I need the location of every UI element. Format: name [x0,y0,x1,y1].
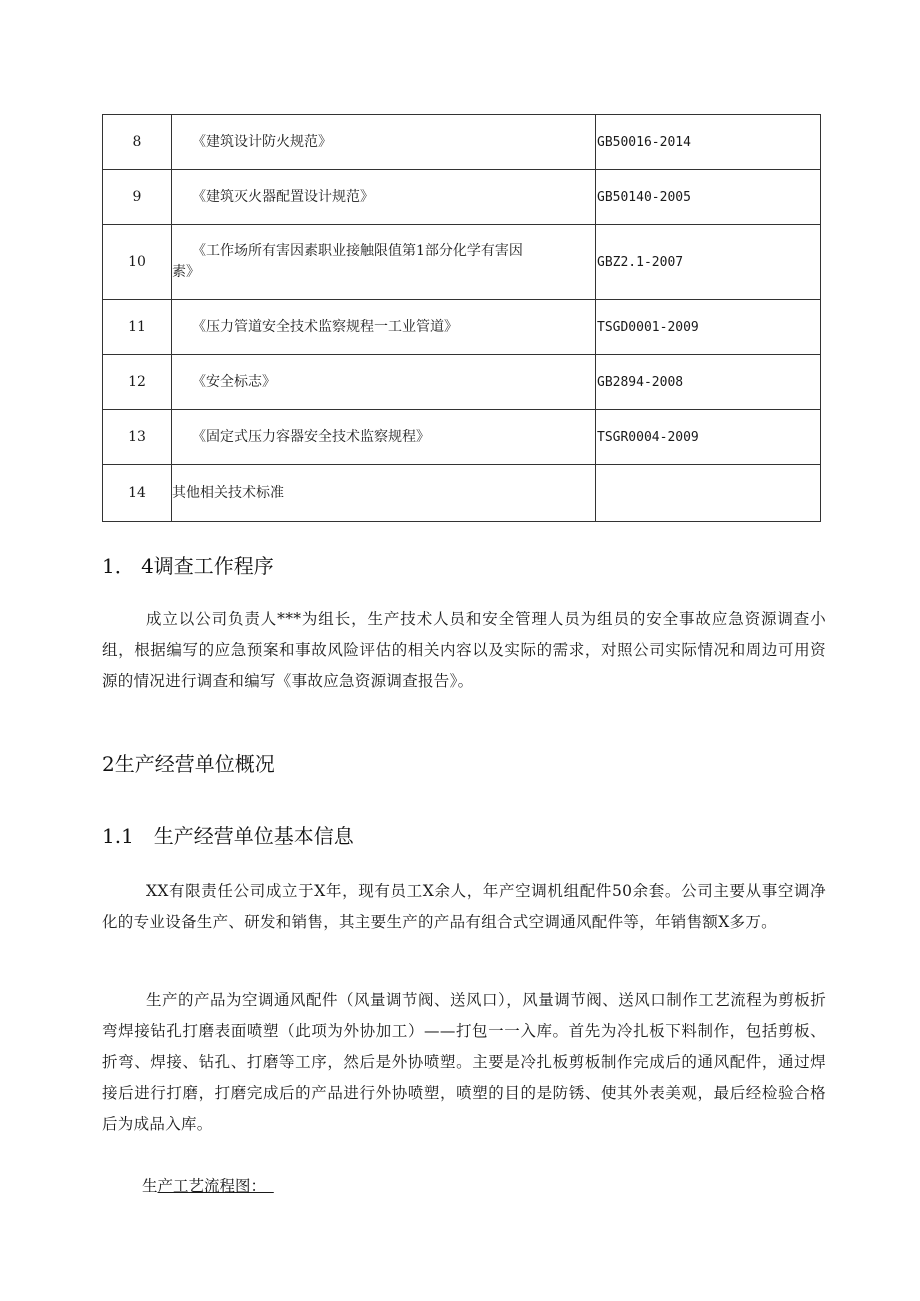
standard-title: 其他相关技术标准 [172,465,596,522]
table-row [103,410,821,465]
standard-code: GBZ2.1-2007 [596,225,821,300]
row-number: 10 [103,225,172,300]
row-number: 14 [103,465,172,522]
table-row [103,465,821,522]
section-heading-2: 2生产经营单位概况 [102,752,275,776]
standard-code [596,465,821,522]
standards-table [102,114,821,522]
flow-chart-label [142,1174,274,1196]
standard-title [172,115,596,170]
row-number: 13 [103,410,172,465]
table-row [103,115,821,170]
standard-title [172,170,596,225]
standard-title-line-1: 《工作场所有害因素职业接触限值第1部分化学有害因 [192,243,523,259]
standard-title-line-2: 素》 [172,264,200,280]
flow-label-underlined: 产工艺流程图： [157,1177,274,1195]
section-heading-1-4: 1． 4调查工作程序 [102,554,274,578]
company-info-paragraph: XX有限责任公司成立于X年，现有员工X余人，年产空调机组配件50余套。公司主要从事空调净化的专业设备生产、研发和销售，其主要生产的产品有组合式空调通风配件等，年销售额X多万。 [102,882,826,931]
table-row [103,225,821,300]
standard-title-text: 《安全标志》 [192,373,276,390]
standard-title [172,300,596,355]
row-number: 11 [103,300,172,355]
process-paragraph: 生产的产品为空调通风配件（风量调节阀、送风口），风量调节阀、送风口制作工艺流程为剪板折弯焊接钻孔打磨表面喷塑（此项为外协加工）——打包一一入库。首先为冷扎板下料制作，包括剪板、折弯、焊接、钻孔、打磨等工序，然后是外协喷塑。主要是冷扎板剪板制作完成后的通风配件，通过焊接后进行打磨，打磨完成后的产品进行外协喷塑，喷塑的目的是防锈、使其外表美观，最后经检验合格后为成品入库。 [102,991,826,1133]
standard-title-text: 《建筑设计防火规范》 [192,133,332,150]
table-row [103,355,821,410]
standard-code: TSGR0004-2009 [596,410,821,465]
standard-title-text: 《建筑灭火器配置设计规范》 [192,188,374,205]
standard-code: GB50016-2014 [596,115,821,170]
section-1-4-paragraph: 成立以公司负责人***为组长，生产技术人员和安全管理人员为组员的安全事故应急资源调查小组，根据编写的应急预案和事故风险评估的相关内容以及实际的需求，对照公司实际情况和周边可用资源的情况进行调查和编写《事故应急资源调查报告》。 [102,610,826,690]
row-number: 12 [103,355,172,410]
standard-title [172,355,596,410]
standard-code: GB50140-2005 [596,170,821,225]
standard-code: TSGD0001-2009 [596,300,821,355]
section-heading-2-1: 1.1 生产经营单位基本信息 [102,824,354,848]
row-number: 9 [103,170,172,225]
row-number: 8 [103,115,172,170]
standard-title-text: 《固定式压力容器安全技术监察规程》 [192,428,430,445]
table-row [103,300,821,355]
flow-label-plain: 生 [142,1177,158,1195]
standard-title [172,225,596,300]
table-row [103,170,821,225]
standard-title-text: 《压力管道安全技术监察规程一工业管道》 [192,318,458,335]
standard-code: GB2894-2008 [596,355,821,410]
standard-title [172,410,596,465]
